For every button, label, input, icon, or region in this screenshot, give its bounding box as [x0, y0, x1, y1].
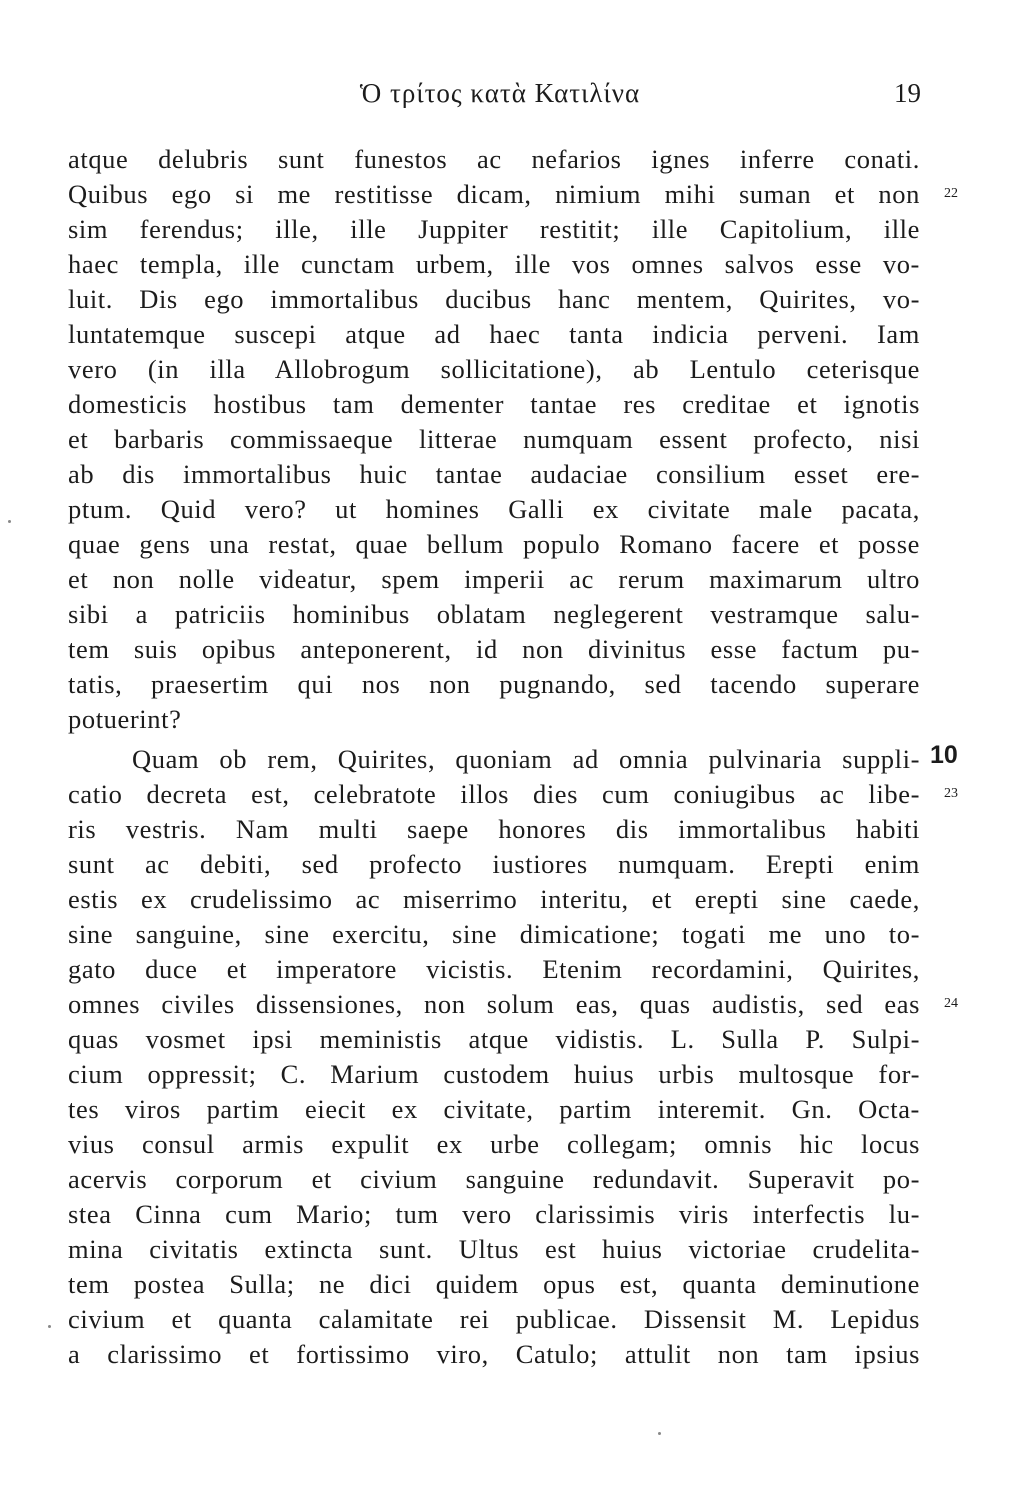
page-number: 19: [894, 78, 921, 108]
text-line: acervis corporum et civium sanguine redundavit. Superavit po-: [68, 1164, 920, 1194]
text-line: Quibus ego si me restitisse dicam, nimium mihi suman et non: [68, 179, 920, 209]
text-line: tem suis opibus anteponerent, id non divinitus esse factum pu-: [68, 634, 920, 664]
margin-line-number: 23: [944, 786, 958, 801]
text-line: omnes civiles dissensiones, non solum eas, quas audistis, sed eas: [68, 989, 920, 1019]
running-head: [0, 78, 1031, 114]
text-line: et non nolle videatur, spem imperii ac rerum maximarum ultro: [68, 564, 920, 594]
text-line: cium oppressit; C. Marium custodem huius urbis multosque for-: [68, 1059, 920, 1089]
margin-section-number: 10: [930, 741, 958, 769]
text-line: vero (in illa Allobrogum sollicitatione), ab Lentulo ceterisque: [68, 354, 920, 384]
paper-speck: [658, 1432, 661, 1435]
margin-line-number: 22: [944, 186, 958, 201]
text-line: sim ferendus; ille, ille Juppiter restitit; ille Capitolium, ille: [68, 214, 920, 244]
paper-speck: [8, 520, 11, 523]
text-line: tem postea Sulla; ne dici quidem opus est, quanta deminutione: [68, 1269, 920, 1299]
text-line: a clarissimo et fortissimo viro, Catulo; attulit non tam ipsius: [68, 1339, 920, 1369]
text-line: Quam ob rem, Quirites, quoniam ad omnia pulvinaria suppli-: [132, 744, 920, 774]
text-line: vius consul armis expulit ex urbe collegam; omnis hic locus: [68, 1129, 920, 1159]
text-line: stea Cinna cum Mario; tum vero clarissimis viris interfectis lu-: [68, 1199, 920, 1229]
text-line: ptum. Quid vero? ut homines Galli ex civitate male pacata,: [68, 494, 920, 524]
text-line: catio decreta est, celebratote illos dies cum coniugibus ac libe-: [68, 779, 920, 809]
text-line: gato duce et imperatore vicistis. Etenim recordamini, Quirites,: [68, 954, 920, 984]
text-line: et barbaris commissaeque litterae numquam essent profecto, nisi: [68, 424, 920, 454]
text-line: sunt ac debiti, sed profecto iustiores numquam. Erepti enim: [68, 849, 920, 879]
paper-speck: [48, 1325, 51, 1328]
text-line: estis ex crudelissimo ac miserrimo interitu, et erepti sine caede,: [68, 884, 920, 914]
text-line: civium et quanta calamitate rei publicae. Dissensit M. Lepidus: [68, 1304, 920, 1334]
text-line: sine sanguine, sine exercitu, sine dimicatione; togati me uno to-: [68, 919, 920, 949]
text-line: ab dis immortalibus huic tantae audaciae consilium esset ere-: [68, 459, 920, 489]
text-line: luit. Dis ego immortalibus ducibus hanc mentem, Quirites, vo-: [68, 284, 920, 314]
text-line: atque delubris sunt funestos ac nefarios ignes inferre conati.: [68, 144, 920, 174]
text-line: mina civitatis extincta sunt. Ultus est huius victoriae crudelita-: [68, 1234, 920, 1264]
text-line: ris vestris. Nam multi saepe honores dis immortalibus habiti: [68, 814, 920, 844]
text-line: potuerint?: [68, 704, 182, 734]
text-line: quas vosmet ipsi meministis atque vidistis. L. Sulla P. Sulpi-: [68, 1024, 920, 1054]
text-line: tes viros partim eiecit ex civitate, partim interemit. Gn. Octa-: [68, 1094, 920, 1124]
text-line: haec templa, ille cunctam urbem, ille vos omnes salvos esse vo-: [68, 249, 920, 279]
text-line: luntatemque suscepi atque ad haec tanta indicia perveni. Iam: [68, 319, 920, 349]
text-line: domesticis hostibus tam dementer tantae res creditae et ignotis: [68, 389, 920, 419]
text-line: quae gens una restat, quae bellum populo Romano facere et posse: [68, 529, 920, 559]
running-title: Ὁ τρίτος κατὰ Κατιλίνα: [359, 78, 641, 108]
margin-line-number: 24: [944, 996, 958, 1011]
text-line: sibi a patriciis hominibus oblatam neglegerent vestramque salu-: [68, 599, 920, 629]
text-line: tatis, praesertim qui nos non pugnando, sed tacendo superare: [68, 669, 920, 699]
